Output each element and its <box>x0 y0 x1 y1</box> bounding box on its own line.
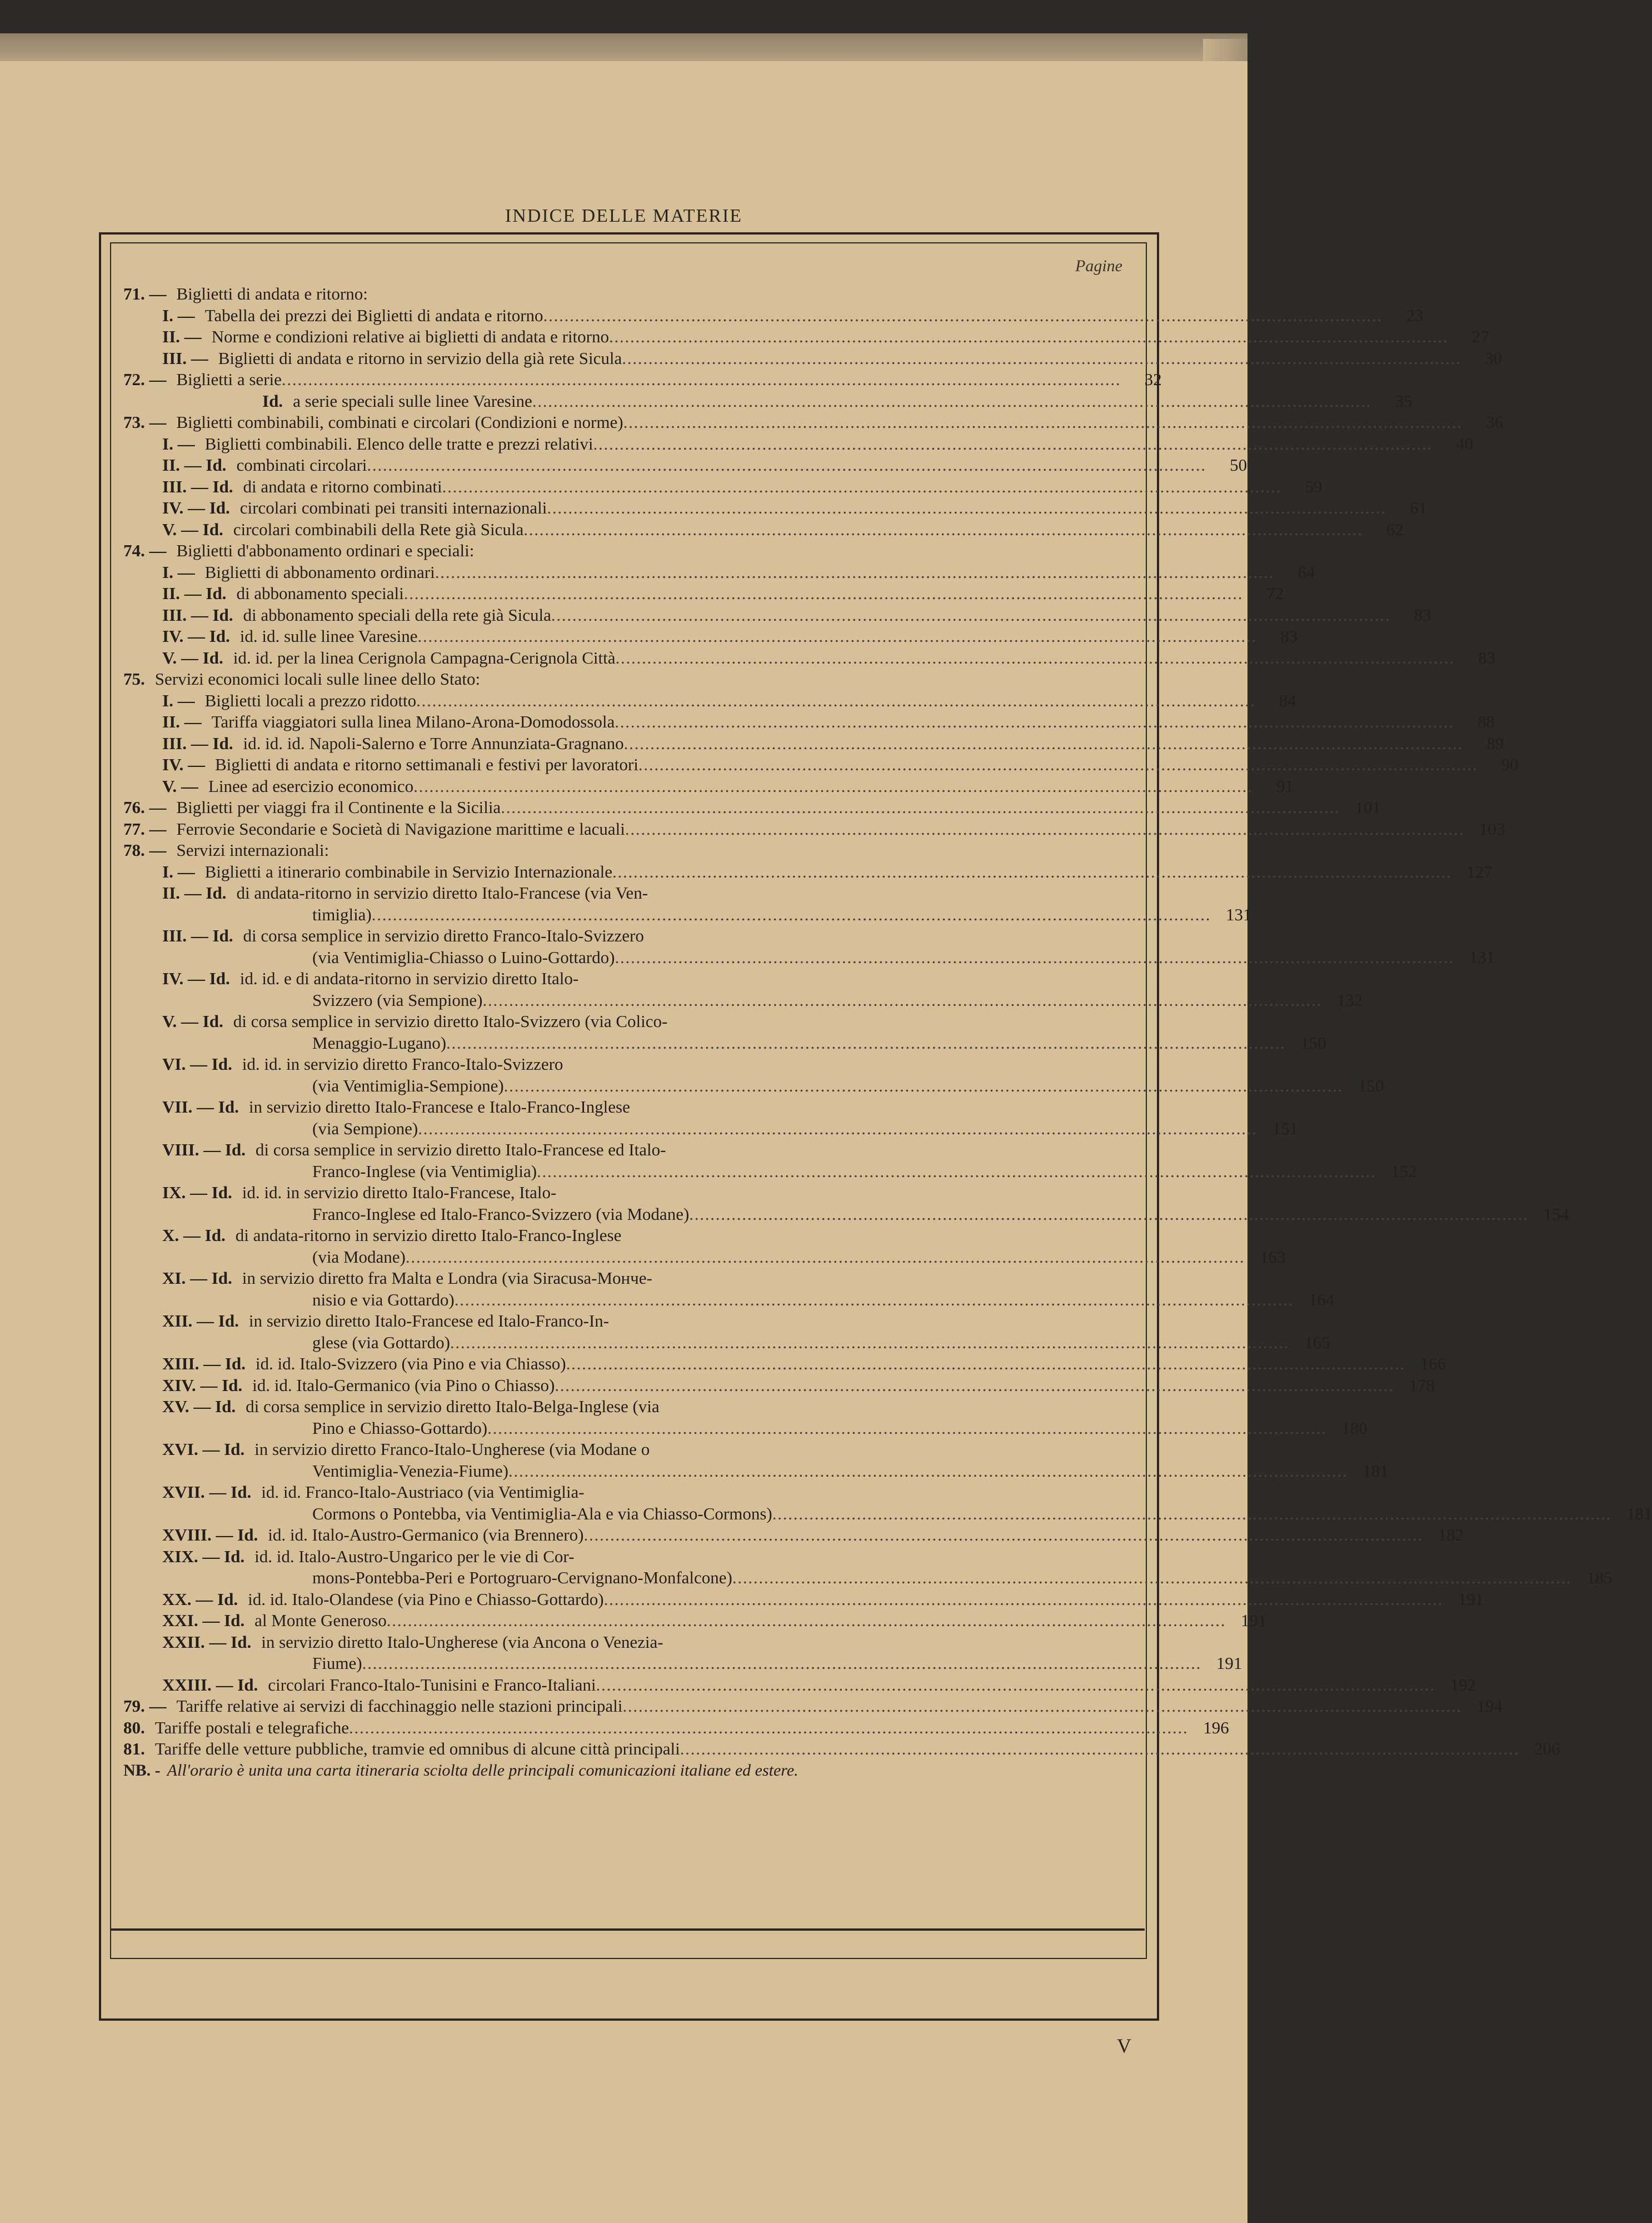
toc-entry-title: Svizzero (via Sempione) <box>312 990 483 1010</box>
dot-leader <box>508 1461 1345 1482</box>
toc-entry <box>123 1011 1137 1033</box>
toc-entry-label: IX. — Id. <box>162 1183 232 1202</box>
table-of-contents <box>123 283 1652 1781</box>
toc-entry-label: III. — Id. <box>162 733 233 753</box>
dot-leader <box>732 1567 1569 1589</box>
dot-leader <box>615 711 1451 733</box>
toc-entry <box>123 283 1137 305</box>
toc-entry-title: Biglietti combinabili, combinati e circolari (Condizioni e norme) <box>176 412 623 432</box>
toc-entry <box>123 412 1504 433</box>
toc-entry-title: di andata-ritorno in servizio diretto Italo-Francese (via Ven- <box>236 883 648 903</box>
page-number: V <box>1117 2035 1131 2057</box>
dot-leader <box>624 733 1461 755</box>
toc-entry <box>123 883 1137 904</box>
dot-leader <box>623 412 1460 433</box>
dot-leader <box>446 1033 1283 1054</box>
toc-entry <box>123 647 1496 669</box>
dot-leader <box>604 1589 1441 1611</box>
toc-entry-title: di andata-ritorno in servizio diretto Italo-Franco-Inglese <box>235 1225 622 1245</box>
dot-leader <box>362 1653 1199 1674</box>
toc-entry-page: 90 <box>1501 755 1519 774</box>
toc-entry-label: II. — <box>162 712 202 731</box>
toc-entry-title: di andata e ritorno combinati <box>243 476 442 496</box>
toc-entry-label: XVII. — Id. <box>162 1482 252 1502</box>
dot-leader <box>367 455 1204 476</box>
toc-entry-page: 88 <box>1477 712 1495 731</box>
toc-entry <box>123 1139 1137 1161</box>
toc-entry-label: V. — Id. <box>162 519 223 539</box>
toc-entry-label: X. — Id. <box>162 1225 226 1245</box>
toc-entry-label: XVIII. — Id. <box>162 1525 258 1544</box>
toc-entry-title: di abbonamento speciali <box>236 584 404 603</box>
toc-entry-page: 152 <box>1391 1161 1417 1181</box>
toc-entry-label: VIII. — Id. <box>162 1140 246 1159</box>
dot-leader <box>282 369 1119 391</box>
toc-entry <box>123 1268 1137 1289</box>
toc-entry <box>123 348 1503 370</box>
toc-entry-page: 166 <box>1420 1354 1446 1373</box>
toc-entry <box>123 1567 1613 1589</box>
toc-entry <box>123 1738 1560 1760</box>
toc-entry-label: VI. — Id. <box>162 1054 232 1074</box>
toc-entry-page: 83 <box>1478 647 1496 667</box>
toc-entry-page: 91 <box>1276 776 1294 796</box>
toc-entry-title: (via Sempione) <box>312 1118 418 1138</box>
toc-entry-label: 81. <box>123 1739 145 1758</box>
dot-leader <box>450 1332 1287 1354</box>
toc-entry <box>123 1461 1389 1482</box>
toc-entry <box>123 1696 1503 1717</box>
toc-entry <box>123 861 1493 883</box>
toc-entry <box>123 1204 1570 1225</box>
toc-entry <box>123 1096 1137 1118</box>
toc-entry-title: di corsa semplice in servizio diretto Italo-Svizzero (via Colico- <box>233 1011 668 1031</box>
dot-leader <box>523 519 1360 541</box>
dot-leader <box>504 1075 1341 1097</box>
toc-entry <box>123 1033 1326 1054</box>
toc-entry-label: XXIII. — Id. <box>162 1674 258 1694</box>
toc-entry-page: 64 <box>1297 562 1315 582</box>
toc-entry-title: Biglietti di andata e ritorno settimanali e festivi per lavoratori <box>214 755 638 774</box>
toc-entry-page: 181 <box>1626 1503 1652 1523</box>
dot-leader <box>435 562 1272 584</box>
toc-entry-label: 75. <box>123 669 145 689</box>
dot-leader <box>612 861 1449 883</box>
toc-entry <box>123 1589 1484 1611</box>
dot-leader <box>455 1289 1291 1311</box>
toc-entry <box>123 1118 1299 1140</box>
toc-entry-title: Biglietti a itinerario combinabile in Servizio Internazionale <box>204 861 612 881</box>
toc-entry-label: VII. — Id. <box>162 1097 239 1117</box>
toc-entry-title: al Monte Generoso <box>254 1611 387 1630</box>
toc-entry-page: 89 <box>1486 733 1504 753</box>
toc-entry <box>123 904 1252 926</box>
toc-entry <box>123 369 1162 391</box>
toc-entry-title: Tariffe delle vetture pubbliche, tramvie ed omnibus di alcune città principali <box>154 1739 680 1758</box>
toc-entry <box>123 1396 1137 1418</box>
dot-leader <box>537 1161 1374 1183</box>
toc-entry-label: 72. — <box>123 370 167 389</box>
toc-entry-label: Id. <box>262 391 283 411</box>
toc-entry <box>123 1610 1267 1632</box>
running-head: INDICE DELLE MATERIE <box>505 206 743 226</box>
toc-entry-page: 40 <box>1456 433 1474 453</box>
toc-entry-title: nisio e via Gottardo) <box>312 1289 455 1309</box>
toc-entry-title: Tabella dei prezzi dei Biglietti di andata e ritorno <box>204 305 543 325</box>
toc-entry-title: circolari combinabili della Rete già Sicula <box>233 519 524 539</box>
dot-leader <box>349 1717 1186 1739</box>
dot-leader <box>442 476 1279 498</box>
toc-entry-page: 191 <box>1216 1653 1242 1673</box>
toc-entry-title: in servizio diretto Franco-Italo-Ungherese (via Modane o <box>254 1439 650 1459</box>
toc-entry-label: V. — Id. <box>162 1011 223 1031</box>
toc-entry-page: 163 <box>1260 1247 1286 1267</box>
toc-entry <box>123 1289 1335 1311</box>
toc-entry-label: XX. — Id. <box>162 1589 238 1609</box>
dot-leader <box>638 754 1475 776</box>
toc-entry-title: id. id. Italo-Olandese (via Pino e Chiasso-Gottardo) <box>248 1589 604 1609</box>
toc-entry <box>123 1503 1652 1525</box>
toc-entry <box>123 1482 1137 1503</box>
toc-entry-title: Biglietti combinabili. Elenco delle tratte e prezzi relativi <box>204 433 593 453</box>
toc-entry-label: I. — <box>162 305 195 325</box>
toc-entry <box>123 711 1495 733</box>
toc-entry-page: 50 <box>1230 455 1247 475</box>
toc-entry-label: II. — Id. <box>162 883 227 903</box>
dot-leader <box>418 1118 1255 1140</box>
toc-entry <box>123 1247 1286 1268</box>
toc-entry-title: id. id. in servizio diretto Franco-Italo-Svizzero <box>242 1054 563 1074</box>
toc-entry-title: Cormons o Pontebba, via Ventimiglia-Ala e via Chiasso-Cormons) <box>312 1503 772 1523</box>
toc-entry <box>123 840 1137 861</box>
dot-leader <box>625 819 1462 840</box>
toc-entry-label: IV. — Id. <box>162 498 230 517</box>
toc-entry <box>123 476 1322 498</box>
toc-entry-page: 27 <box>1471 327 1489 346</box>
toc-entry-label: XII. — Id. <box>162 1311 239 1330</box>
toc-entry <box>123 1524 1464 1546</box>
toc-entry-page: 154 <box>1543 1204 1570 1224</box>
toc-entry-title: Servizi economici locali sulle linee dello Stato: <box>154 669 481 689</box>
toc-entry-title: in servizio diretto Italo-Francese ed Italo-Franco-In- <box>248 1311 609 1330</box>
toc-entry-page: 23 <box>1406 305 1424 325</box>
toc-entry-title: in servizio diretto Italo-Francese e Italo-Franco-Inglese <box>248 1097 630 1117</box>
toc-entry-title: id. id. per la linea Cerignola Campagna-Cerignola Città <box>233 647 616 667</box>
toc-entry <box>123 1182 1137 1204</box>
dot-leader <box>596 1674 1433 1696</box>
toc-entry-title: in servizio diretto Italo-Ungherese (via Ancona o Venezia- <box>261 1632 663 1652</box>
toc-entry-title: Tariffe relative ai servizi di facchinaggio nelle stazioni principali <box>176 1696 623 1716</box>
toc-entry <box>123 1353 1446 1375</box>
toc-entry-label: XV. — Id. <box>162 1397 236 1416</box>
toc-entry <box>123 797 1381 819</box>
toc-entry-title: id. id. Italo-Svizzero (via Pino e via Chiasso) <box>255 1354 566 1373</box>
dot-leader <box>593 433 1430 455</box>
toc-entry-label: 79. — <box>123 1696 167 1716</box>
toc-entry-label: 77. — <box>123 819 167 839</box>
toc-entry-label: I. — <box>162 861 195 881</box>
dot-leader <box>609 326 1446 348</box>
toc-entry <box>123 1375 1435 1397</box>
toc-entry-page: 35 <box>1395 391 1413 411</box>
toc-entry-page: 83 <box>1280 626 1298 646</box>
toc-entry <box>123 455 1247 476</box>
toc-entry-title: (via Ventimiglia-Chiasso o Luino-Gottardo) <box>312 947 615 967</box>
footnote-text: All'orario è unita una carta itineraria sciolta delle principali comunicazioni italiane ed estere. <box>167 1761 798 1780</box>
toc-entry <box>123 990 1363 1011</box>
toc-entry-title: Pino e Chiasso-Gottardo) <box>312 1418 488 1438</box>
toc-entry-title: Biglietti di andata e ritorno: <box>176 284 368 303</box>
toc-entry <box>123 1054 1137 1075</box>
toc-entry <box>123 968 1137 990</box>
toc-entry-title: Tariffa viaggiatori sulla linea Milano-Arona-Domodossola <box>211 712 615 731</box>
toc-entry-label: II. — <box>162 327 202 346</box>
toc-entry-label: III. — Id. <box>162 476 233 496</box>
toc-entry-label: 80. <box>123 1717 145 1737</box>
toc-entry-label: 71. — <box>123 284 167 303</box>
toc-entry-title: Linee ad esercizio economico <box>208 776 414 796</box>
toc-entry <box>123 754 1519 776</box>
toc-entry <box>123 497 1428 519</box>
toc-entry-title: id. id. Italo-Austro-Germanico (via Brennero) <box>268 1525 584 1544</box>
toc-entry-title: id. id. e di andata-ritorno in servizio diretto Italo- <box>239 969 579 988</box>
dot-leader <box>372 904 1209 926</box>
toc-entry-label: IV. — Id. <box>162 969 230 988</box>
toc-entry-label: 78. — <box>123 840 167 860</box>
toc-entry-label: III. — <box>162 348 208 368</box>
dot-leader <box>543 305 1380 327</box>
dot-leader <box>583 1524 1420 1546</box>
toc-entry-title: di corsa semplice in servizio diretto Italo-Francese ed Italo- <box>255 1140 666 1159</box>
dot-leader <box>501 797 1337 819</box>
toc-entry-label: II. — Id. <box>162 455 227 475</box>
toc-entry-label: XIV. — Id. <box>162 1375 243 1395</box>
dot-leader <box>487 1418 1324 1439</box>
toc-entry-label: IV. — Id. <box>162 626 230 646</box>
dot-leader <box>566 1353 1403 1375</box>
toc-entry-page: 150 <box>1300 1033 1326 1053</box>
toc-entry-page: 181 <box>1362 1461 1389 1481</box>
dot-leader <box>772 1503 1609 1525</box>
toc-entry-title: glese (via Gottardo) <box>312 1332 450 1352</box>
toc-entry <box>123 1632 1137 1653</box>
toc-entry <box>123 562 1315 584</box>
toc-entry-title: circolari combinati pei transiti internazionali <box>239 498 547 517</box>
toc-entry <box>123 605 1431 626</box>
toc-entry-label: III. — Id. <box>162 605 233 625</box>
toc-entry <box>123 776 1294 798</box>
toc-entry-title: di corsa semplice in servizio diretto Italo-Belga-Inglese (via <box>246 1397 660 1416</box>
toc-entry-page: 178 <box>1409 1375 1435 1395</box>
toc-entry-label: III. — Id. <box>162 926 233 945</box>
toc-entry-title: circolari Franco-Italo-Tunisini e Franco-Italiani <box>268 1674 596 1694</box>
toc-entry-page: 196 <box>1203 1717 1229 1737</box>
toc-entry <box>123 305 1424 327</box>
toc-entry <box>123 733 1504 755</box>
toc-entry-page: 59 <box>1305 476 1322 496</box>
toc-entry <box>123 1161 1417 1183</box>
toc-entry-title: Biglietti di abbonamento ordinari <box>204 562 435 582</box>
toc-entry-label: 74. — <box>123 541 167 560</box>
toc-entry-page: 36 <box>1486 412 1504 432</box>
toc-entry-page: 32 <box>1144 370 1162 389</box>
toc-entry-title: id. id. Italo-Germanico (via Pino o Chiasso) <box>252 1375 555 1395</box>
toc-entry-page: 62 <box>1386 519 1404 539</box>
toc-entry-page: 164 <box>1308 1289 1335 1309</box>
toc-entry-page: 194 <box>1476 1696 1503 1716</box>
toc-entry-title: Norme e condizioni relative ai biglietti di andata e ritorno <box>211 327 609 346</box>
toc-entry-label: I. — <box>162 562 195 582</box>
dot-leader <box>413 776 1250 798</box>
toc-entry-title: id. id. id. Napoli-Salerno e Torre Annunziata-Gragnano <box>243 733 624 753</box>
toc-entry-title: Biglietti locali a prezzo ridotto <box>204 690 417 710</box>
toc-entry-label: I. — <box>162 690 195 710</box>
toc-entry <box>123 540 1137 562</box>
pagine-label: Pagine <box>1075 257 1122 275</box>
toc-entry-page: 103 <box>1479 819 1505 839</box>
toc-entry-title: (via Modane) <box>312 1247 406 1267</box>
toc-entry-title: Biglietti a serie <box>176 370 282 389</box>
dot-leader <box>616 647 1453 669</box>
toc-entry-page: 83 <box>1414 605 1431 625</box>
toc-entry-label: IV. — <box>162 755 205 774</box>
toc-entry-page: 191 <box>1241 1611 1267 1630</box>
toc-entry-page: 84 <box>1279 690 1296 710</box>
dot-leader <box>417 626 1254 647</box>
toc-entry-label: XVI. — Id. <box>162 1439 245 1459</box>
dot-leader <box>387 1610 1224 1632</box>
toc-entry-title: id. id. Franco-Italo-Austriaco (via Ventimiglia- <box>261 1482 585 1502</box>
toc-entry <box>123 1439 1137 1461</box>
toc-entry-page: 131 <box>1469 947 1495 967</box>
toc-entry-label: XXII. — Id. <box>162 1632 252 1652</box>
toc-entry <box>123 1225 1137 1247</box>
toc-entry-title: Franco-Inglese ed Italo-Franco-Svizzero (via Modane) <box>312 1204 690 1224</box>
dot-leader <box>622 1696 1459 1717</box>
toc-entry-title: Biglietti di andata e ritorno in servizio della già rete Sicula <box>218 348 622 368</box>
toc-entry-page: 150 <box>1357 1075 1384 1095</box>
toc-entry-page: 180 <box>1341 1418 1367 1438</box>
toc-entry-label: II. — Id. <box>162 584 227 603</box>
toc-entry-title: (via Ventimiglia-Sempione) <box>312 1075 504 1095</box>
dot-leader <box>482 990 1319 1011</box>
dot-leader <box>532 391 1369 412</box>
toc-entry-title: Servizi internazionali: <box>176 840 330 860</box>
toc-entry-title: Fiume) <box>312 1653 362 1673</box>
dot-leader <box>406 1247 1242 1268</box>
toc-entry-title: Ferrovie Secondarie e Società di Navigazione marittime e lacuali <box>176 819 625 839</box>
toc-entry-title: combinati circolari <box>236 455 367 475</box>
toc-entry-page: 131 <box>1226 904 1252 924</box>
toc-entry <box>123 1546 1137 1568</box>
dot-leader <box>615 947 1451 969</box>
toc-entry-page: 151 <box>1272 1118 1299 1138</box>
dot-leader <box>680 1738 1517 1760</box>
toc-entry-title: timiglia) <box>312 904 372 924</box>
toc-entry-label: XXI. — Id. <box>162 1611 245 1630</box>
toc-entry-label: 73. — <box>123 412 167 432</box>
toc-entry <box>123 1310 1137 1332</box>
toc-entry-title: Menaggio-Lugano) <box>312 1033 447 1053</box>
toc-entry <box>123 1418 1367 1439</box>
toc-entry <box>123 519 1404 541</box>
footnote <box>123 1760 1137 1782</box>
toc-entry-title: id. id. in servizio diretto Italo-Francese, Italo- <box>242 1183 557 1202</box>
toc-entry-label: XI. — Id. <box>162 1268 232 1288</box>
toc-entry-label: I. — <box>162 433 195 453</box>
toc-entry-page: 185 <box>1586 1568 1613 1587</box>
toc-entry <box>123 433 1474 455</box>
toc-entry-label: V. — <box>162 776 198 796</box>
toc-entry-title: mons-Pontebba-Peri e Portogruaro-Cervignano-Monfalcone) <box>312 1568 732 1587</box>
toc-entry <box>123 1717 1229 1739</box>
toc-entry-title: Ventimiglia-Venezia-Fiume) <box>312 1461 508 1481</box>
toc-entry <box>123 1075 1384 1097</box>
toc-entry-label: V. — Id. <box>162 647 223 667</box>
dot-leader <box>547 497 1384 519</box>
toc-entry-title: di corsa semplice in servizio diretto Franco-Italo-Svizzero <box>243 926 644 945</box>
toc-entry <box>123 391 1413 412</box>
toc-entry-page: 192 <box>1450 1674 1476 1694</box>
footnote-label: NB. - <box>123 1761 161 1780</box>
toc-entry-page: 191 <box>1458 1589 1484 1609</box>
toc-entry-title: id. id. Italo-Austro-Ungarico per le vie di Cor- <box>254 1546 575 1566</box>
toc-entry <box>123 583 1284 605</box>
toc-entry-title: Franco-Inglese (via Ventimiglia) <box>312 1161 537 1181</box>
toc-entry-page: 132 <box>1336 990 1363 1010</box>
dot-leader <box>551 605 1388 626</box>
toc-entry <box>123 690 1296 712</box>
toc-entry <box>123 1674 1476 1696</box>
toc-entry-title: Biglietti d'abbonamento ordinari e speciali: <box>176 541 475 560</box>
toc-entry <box>123 669 1137 690</box>
dot-leader <box>689 1204 1526 1225</box>
toc-entry <box>123 819 1505 840</box>
toc-entry-title: id. id. sulle linee Varesine <box>239 626 418 646</box>
toc-entry <box>123 947 1495 969</box>
dot-leader <box>555 1375 1391 1397</box>
toc-entry-label: XIII. — Id. <box>162 1354 246 1373</box>
dot-leader <box>622 348 1459 370</box>
toc-entry-label: XIX. — Id. <box>162 1546 245 1566</box>
toc-entry-page: 206 <box>1534 1739 1560 1758</box>
toc-entry <box>123 1332 1330 1354</box>
toc-entry-page: 30 <box>1485 348 1503 368</box>
toc-entry-title: in servizio diretto fra Malta e Londra (via Siracusa-Mончe- <box>242 1268 652 1288</box>
toc-entry-title: a serie speciali sulle linee Varesine <box>293 391 532 411</box>
toc-entry-title: Tariffe postali e telegrafiche <box>154 1717 350 1737</box>
toc-entry-title: Biglietti per viaggi fra il Continente e la Sicilia <box>176 798 501 817</box>
toc-entry <box>123 626 1298 647</box>
toc-entry-page: 72 <box>1266 584 1284 603</box>
toc-entry-title: di abbonamento speciali della rete già Sicula <box>243 605 551 625</box>
toc-entry-page: 101 <box>1355 798 1381 817</box>
frame-bottom-rule <box>110 1928 1145 1931</box>
toc-entry-page: 182 <box>1438 1525 1464 1544</box>
toc-entry <box>123 1653 1242 1674</box>
dot-leader <box>416 690 1253 712</box>
dot-leader <box>404 583 1241 605</box>
toc-entry <box>123 925 1137 947</box>
toc-entry-page: 127 <box>1466 861 1493 881</box>
toc-entry <box>123 326 1489 348</box>
toc-entry-page: 61 <box>1410 498 1428 517</box>
toc-entry-label: 76. — <box>123 798 167 817</box>
toc-entry-page: 165 <box>1304 1332 1330 1352</box>
